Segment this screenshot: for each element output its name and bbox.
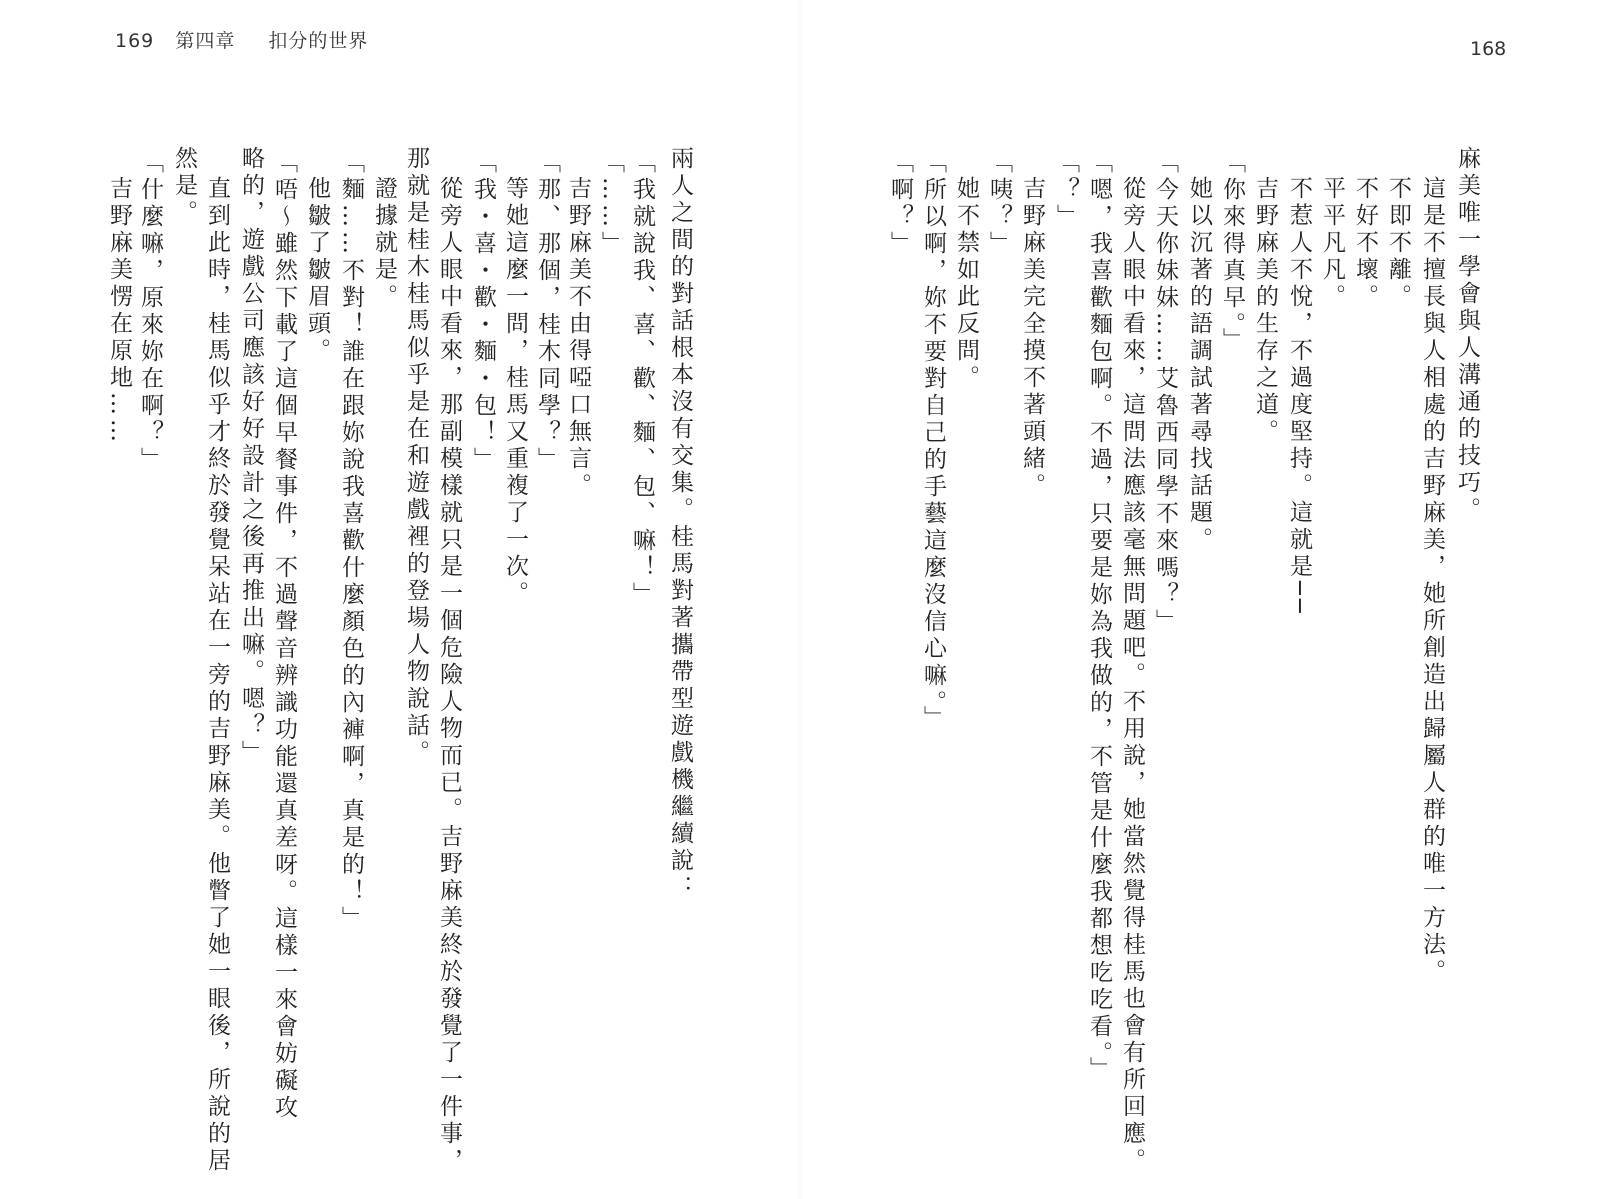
right-page	[800, 0, 1600, 1199]
running-head	[115, 26, 368, 53]
text-column: 「今天你妹妹……艾魯西同學不來嗎？」	[1152, 150, 1178, 636]
text-column: 「那、那個，桂木同學？」	[534, 150, 560, 474]
text-column: 吉野麻美愣在原地……	[106, 176, 132, 446]
text-column: 證據就是。	[371, 176, 397, 311]
text-column: 不好不壞。	[1352, 176, 1378, 311]
text-column: 從旁人眼中看來，那副模樣就只是一個危險人物而已。吉野麻美終於發覺了一件事，	[436, 176, 462, 1175]
text-column: 直到此時，桂馬似乎才終於發覺呆站在一旁的吉野麻美。他瞥了她一眼後，所說的居	[204, 176, 230, 1175]
text-column: 麻美唯一學會與人溝通的技巧。	[1454, 146, 1480, 524]
text-column: 「啊？」	[887, 150, 913, 258]
text-column: 「麵……不對！誰在跟妳說我喜歡什麼顏色的內褲啊，真是的！」	[338, 150, 364, 933]
text-column: 「我就說我、喜、歡、麵、包、嘛！」	[629, 150, 655, 609]
text-column: 她不禁如此反問。	[953, 176, 979, 392]
text-column: 那就是桂木桂馬似乎是在和遊戲裡的登場人物說話。	[403, 146, 429, 767]
text-column: 略的，遊戲公司應該好好設計之後再推出嘛。嗯？」	[238, 146, 264, 767]
text-column: 平平凡凡。	[1319, 176, 1345, 311]
text-column: 不惹人不悅，不過度堅持。這就是──	[1286, 176, 1312, 617]
text-column: 不即不離。	[1385, 176, 1411, 311]
text-column: 「所以啊，妳不要對自己的手藝這麼沒信心嘛。」	[920, 150, 946, 733]
right-page-number: 168	[1470, 38, 1507, 60]
text-column: 等她這麼一問，桂馬又重複了一次。	[502, 176, 528, 608]
text-column: 「我・喜・歡・麵・包！」	[470, 150, 496, 474]
chapter-title: 扣分的世界	[268, 30, 369, 52]
text-column: 從旁人眼中看來，這問法應該毫無問題吧。不用說，她當然覺得桂馬也會有所回應。	[1119, 176, 1145, 1175]
text-column: 吉野麻美不由得啞口無言。	[565, 176, 591, 500]
text-column: 兩人之間的對話根本沒有交集。桂馬對著攜帶型遊戲機繼續說：	[667, 146, 693, 902]
text-column: 吉野麻美完全摸不著頭緒。	[1019, 176, 1045, 500]
text-column: 「你來得真早。」	[1219, 150, 1245, 355]
text-column: 這是不擅長與人相處的吉野麻美，她所創造出歸屬人群的唯一方法。	[1419, 176, 1445, 986]
text-column: 「嗯，我喜歡麵包啊。不過，只要是妳為我做的，不管是什麼我都想吃吃看。」	[1086, 150, 1112, 1084]
text-column: 「唔～雖然下載了這個早餐事件，不過聲音辨識功能還真差呀。這樣一來會妨礙攻	[271, 150, 297, 1122]
text-column: 吉野麻美的生存之道。	[1252, 176, 1278, 446]
chapter-label: 第四章	[175, 30, 236, 52]
text-column: 她以沉著的語調試著尋找話題。	[1186, 176, 1212, 554]
text-column: 「……」	[598, 150, 624, 258]
text-column: 「咦？」	[986, 150, 1012, 258]
text-column: 然是。	[171, 146, 197, 227]
left-page-number: 169	[115, 30, 155, 52]
text-column: 「什麼嘛，原來妳在啊？」	[137, 150, 163, 474]
text-column: 「？」	[1053, 150, 1079, 231]
text-column: 他皺了皺眉頭。	[304, 176, 330, 365]
